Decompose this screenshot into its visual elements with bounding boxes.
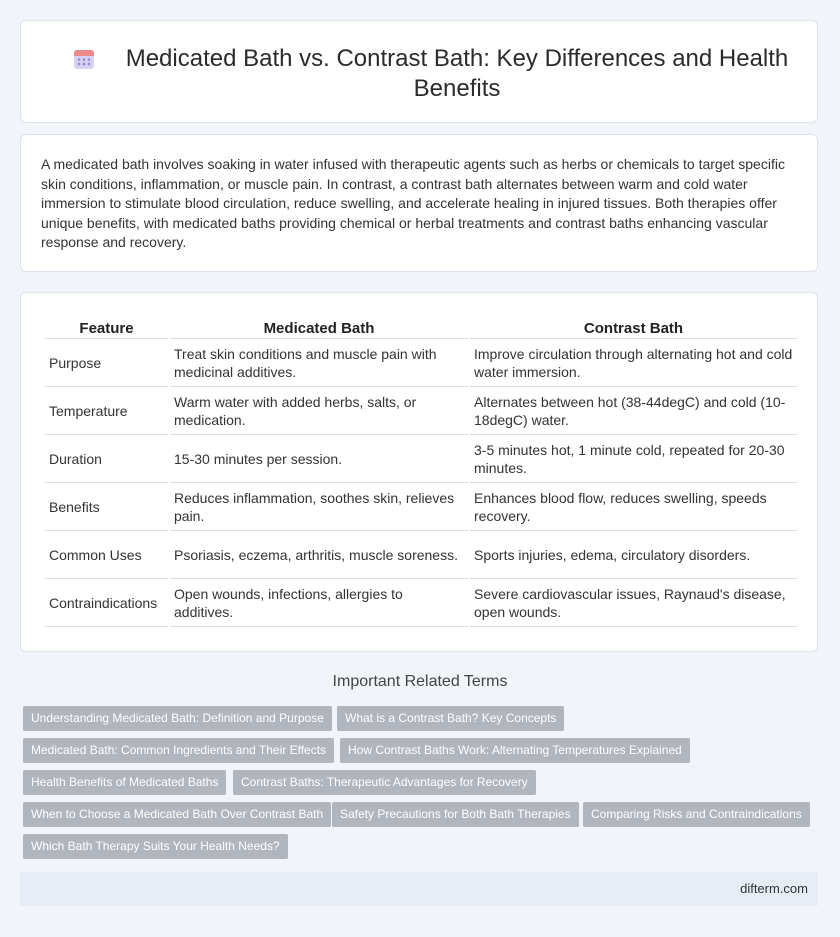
table-row <box>45 387 797 435</box>
related-term-tag[interactable]: When to Choose a Medicated Bath Over Contrast Bath <box>23 802 331 827</box>
column-header: Contrast Bath <box>470 316 797 339</box>
footer <box>20 872 818 906</box>
table-header-row <box>45 316 797 339</box>
related-term-tag[interactable]: Understanding Medicated Bath: Definition and Purpose <box>23 706 332 731</box>
table-row <box>45 531 797 579</box>
table-cell: Duration <box>45 435 168 483</box>
site-name[interactable]: difterm.com <box>740 881 808 896</box>
table-row <box>45 435 797 483</box>
table-cell: Common Uses <box>45 531 168 579</box>
related-terms-title: Important Related Terms <box>332 673 508 690</box>
header-card <box>20 20 818 123</box>
column-header: Feature <box>45 316 168 339</box>
table-cell: Benefits <box>45 483 168 531</box>
table-cell: 3-5 minutes hot, 1 minute cold, repeated for 20-30 minutes. <box>470 435 797 483</box>
table-row <box>45 339 797 387</box>
table-cell: 15-30 minutes per session. <box>170 435 468 483</box>
table-cell: Psoriasis, eczema, arthritis, muscle soreness. <box>170 531 468 579</box>
related-term-tag[interactable]: What is a Contrast Bath? Key Concepts <box>337 706 564 731</box>
table-cell: Treat skin conditions and muscle pain with medicinal additives. <box>170 339 468 387</box>
column-header: Medicated Bath <box>170 316 468 339</box>
table-cell: Sports injuries, edema, circulatory disorders. <box>470 531 797 579</box>
comparison-card <box>20 292 818 652</box>
comparison-table <box>43 316 799 627</box>
related-term-tag[interactable]: Comparing Risks and Contraindications <box>583 802 810 827</box>
related-term-tag[interactable]: Safety Precautions for Both Bath Therapies <box>332 802 579 827</box>
related-term-tag[interactable]: Which Bath Therapy Suits Your Health Needs? <box>23 834 288 859</box>
table-cell: Contraindications <box>45 579 168 627</box>
related-term-tag[interactable]: How Contrast Baths Work: Alternating Temperatures Explained <box>340 738 690 763</box>
related-term-tag[interactable]: Health Benefits of Medicated Baths <box>23 770 226 795</box>
table-cell: Open wounds, infections, allergies to additives. <box>170 579 468 627</box>
table-cell: Alternates between hot (38-44degC) and cold (10-18degC) water. <box>470 387 797 435</box>
table-row <box>45 483 797 531</box>
table-cell: Reduces inflammation, soothes skin, relieves pain. <box>170 483 468 531</box>
table-cell: Enhances blood flow, reduces swelling, speeds recovery. <box>470 483 797 531</box>
table-cell: Purpose <box>45 339 168 387</box>
table-cell: Warm water with added herbs, salts, or medication. <box>170 387 468 435</box>
intro-card <box>20 134 818 272</box>
related-term-tag[interactable]: Medicated Bath: Common Ingredients and Their Effects <box>23 738 334 763</box>
table-cell: Temperature <box>45 387 168 435</box>
intro-paragraph: A medicated bath involves soaking in water infused with therapeutic agents such as herbs or chemicals to target specific skin conditions, inflammation, or muscle pain. In contrast, a contrast bath alternates between warm and cold water immersion to stimulate blood circulation, reduce swelling, and accelerate healing in injured tissues. Both therapies offer unique benefits, with medicated baths providing chemical or herbal treatments and contrast baths enhancing vascular response and recovery. <box>41 156 785 251</box>
related-term-tag[interactable]: Contrast Baths: Therapeutic Advantages for Recovery <box>233 770 536 795</box>
table-cell: Improve circulation through alternating hot and cold water immersion. <box>470 339 797 387</box>
table-row <box>45 579 797 627</box>
page-title: Medicated Bath vs. Contrast Bath: Key Differences and Health Benefits <box>125 45 789 102</box>
table-cell: Severe cardiovascular issues, Raynaud's disease, open wounds. <box>470 579 797 627</box>
